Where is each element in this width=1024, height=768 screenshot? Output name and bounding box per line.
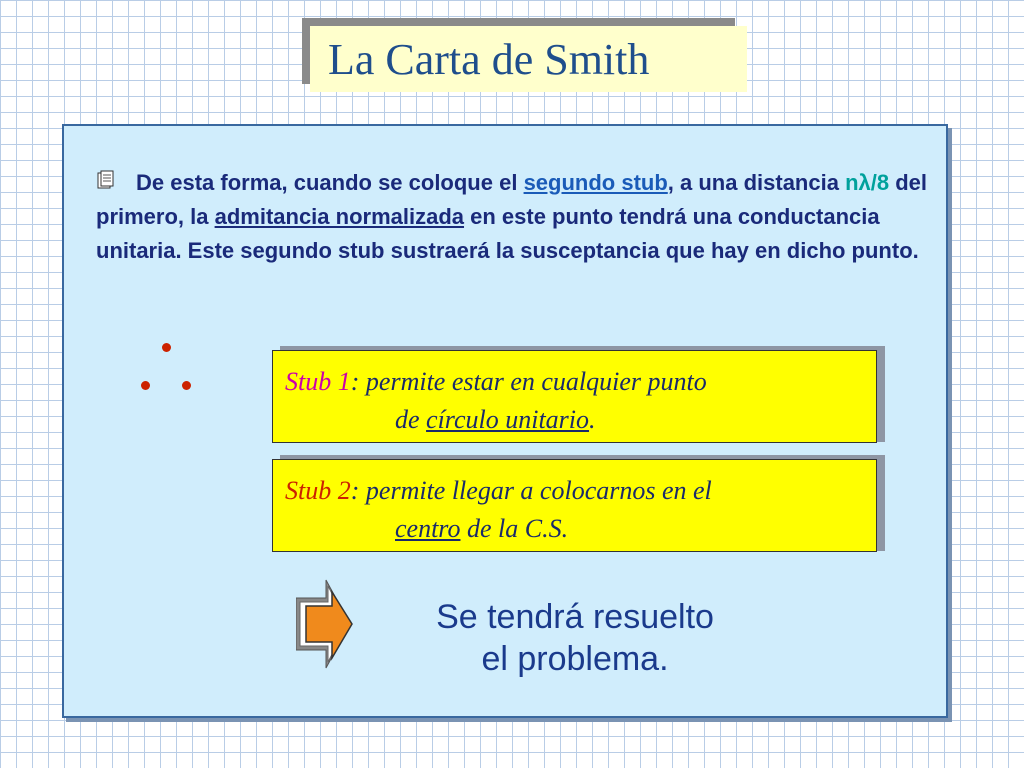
stub1-line2-post: . <box>589 405 596 434</box>
stub2-box <box>272 459 877 552</box>
para-text-3: del primero, la <box>96 170 927 229</box>
result-line2: el problema. <box>481 640 669 678</box>
stub2-label: Stub 2 <box>285 476 351 505</box>
para-text-1: De esta forma, cuando se coloque el <box>136 170 524 195</box>
stub2-centro: centro <box>395 514 461 543</box>
page-title: La Carta de Smith <box>328 34 650 84</box>
stub1-circulo-unitario: círculo unitario <box>426 405 590 434</box>
distance-expression: nλ/8 <box>845 170 890 195</box>
arrow-right-icon <box>296 578 356 670</box>
stub1-line2-pre: de <box>395 405 427 434</box>
para-text-4: en este punto tendrá una conductancia unitaria. Este segundo stub sustraerá la susceptancia que hay en dicho punto. <box>96 204 919 263</box>
stub2-colon: : <box>350 476 360 505</box>
title-box <box>310 26 747 92</box>
stub2-line2-post: de la C.S. <box>460 514 569 543</box>
therefore-dot-right <box>182 381 191 390</box>
segundo-stub-link[interactable]: segundo stub <box>523 170 668 195</box>
intro-paragraph <box>96 166 928 268</box>
therefore-dot-top <box>162 343 171 352</box>
stub1-colon: : <box>350 367 360 396</box>
stub2-line1: permite llegar a colocarnos en el <box>359 476 712 505</box>
result-line1: Se tendrá resuelto <box>436 598 714 636</box>
stub1-label: Stub 1 <box>285 367 351 396</box>
stub1-box <box>272 350 877 443</box>
admitancia-link[interactable]: admitancia normalizada <box>214 204 465 229</box>
therefore-dot-left <box>141 381 150 390</box>
para-text-2: , a una distancia <box>667 170 846 195</box>
stub1-line1: permite estar en cualquier punto <box>359 367 707 396</box>
book-icon <box>96 166 136 200</box>
result-text <box>365 596 785 680</box>
